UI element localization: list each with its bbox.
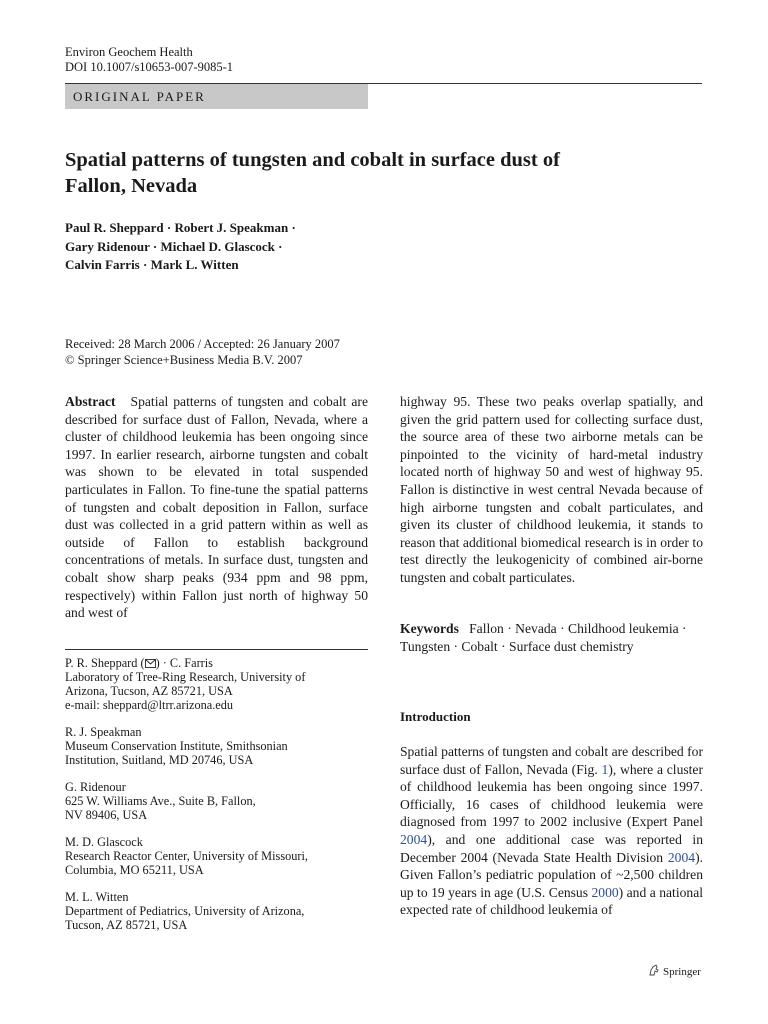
intro-text: ) and a national expected rate of childhood leukemia of — [400, 884, 704, 918]
abstract-left — [65, 393, 368, 622]
affiliation-name: R. J. Speakman — [65, 725, 142, 739]
abstract-right — [400, 393, 703, 587]
author-line: Paul R. Sheppard · Robert J. Speakman · — [65, 220, 296, 235]
affiliation-line: Tucson, AZ 85721, USA — [65, 918, 188, 932]
affiliations-rule — [65, 649, 368, 650]
section-banner — [65, 84, 368, 109]
affiliation-name: M. D. Glascock — [65, 835, 143, 849]
introduction-heading: Introduction — [400, 709, 471, 724]
affiliation-line: Institution, Suitland, MD 20746, USA — [65, 753, 254, 767]
doi: DOI 10.1007/s10653-007-9085-1 — [65, 60, 234, 74]
affiliation-line: NV 89406, USA — [65, 808, 148, 822]
keywords — [400, 620, 703, 655]
affiliation — [65, 890, 368, 932]
affiliation-line: Department of Pediatrics, University of Arizona, — [65, 904, 305, 918]
intro-text: ). Given Fallon’s pediatric population of ~2,500 children up to 19 years in age (U.S. Census — [400, 849, 703, 900]
publication-dates — [65, 337, 340, 368]
introduction-text — [400, 743, 703, 919]
keywords-heading: Keywords — [400, 621, 459, 636]
affiliation-name: P. R. Sheppard ( — [65, 656, 145, 670]
figure-link[interactable]: 1 — [601, 761, 609, 777]
affiliation-line: Research Reactor Center, University of Missouri, — [65, 849, 308, 863]
publisher-name: Springer — [663, 965, 701, 978]
affiliations — [65, 656, 368, 945]
publisher-logo — [648, 964, 701, 979]
intro-text: Spatial patterns of tungsten and cobalt are described for surface dust of Fallon, Nevada (Fig. — [400, 744, 703, 777]
affiliation — [65, 780, 368, 822]
email[interactable]: e-mail: sheppard@ltrr.arizona.edu — [65, 698, 234, 712]
affiliation-line: Columbia, MO 65211, USA — [65, 863, 204, 877]
intro-text: ), where a cluster of childhood leukemia has been ongoing since 1997. Officially, 16 cases of childhood leukemia were diagnosed from 1997 to 2002 inclusive (Expert Panel — [400, 761, 703, 830]
affiliation-line: Arizona, Tucson, AZ 85721, USA — [65, 684, 233, 698]
affiliation — [65, 656, 368, 712]
abstract-text-right: highway 95. These two peaks overlap spatially, and given the grid pattern used for collecting surface dust, the source area of these two airborne metals can be pinpointed to the vicinity of hard-metal industry located north of highway 50 and west of highway 95. Fallon is distinctive in west central Nevada because of high airborne tungsten and cobalt particulates, and given its cluster of childhood leukemia, it stands to reason that additional biomedical research is in order to test directly the leukogenicity of combined air-borne tungsten and cobalt particulates. — [400, 394, 703, 585]
abstract-heading: Abstract — [65, 394, 116, 409]
copyright: © Springer Science+Business Media B.V. 2007 — [65, 352, 303, 367]
affiliation-name: M. L. Witten — [65, 890, 129, 904]
author-line: Gary Ridenour · Michael D. Glascock · — [65, 238, 283, 254]
author-list — [65, 219, 395, 275]
keywords-text: Fallon · Nevada · Childhood leukemia · Tungsten · Cobalt · Surface dust chemistry — [400, 621, 687, 654]
affiliation-authors — [65, 656, 368, 670]
intro-text: ), and one additional case was reported in December 2004 (Nevada State Health Division — [400, 831, 703, 865]
journal-header — [65, 45, 233, 75]
paper-title: Spatial patterns of tungsten and cobalt in surface dust of Fallon, Nevada — [65, 149, 560, 197]
section-label: ORIGINAL PAPER — [73, 89, 206, 104]
affiliation — [65, 725, 368, 767]
affiliation-name: ) · C. Farris — [155, 656, 213, 670]
journal-name: Environ Geochem Health — [65, 45, 193, 59]
envelope-icon — [145, 656, 156, 670]
affiliation-line: 625 W. Williams Ave., Suite B, Fallon, — [65, 794, 256, 808]
affiliation — [65, 835, 368, 877]
affiliation-name: G. Ridenour — [65, 780, 126, 794]
springer-horse-icon — [648, 964, 660, 979]
received-accepted: Received: 28 March 2006 / Accepted: 26 January 2007 — [65, 337, 340, 351]
citation-link[interactable]: 2004 — [400, 831, 428, 847]
affiliation-line: Laboratory of Tree-Ring Research, University of — [65, 670, 306, 684]
citation-link[interactable]: 2000 — [591, 884, 619, 900]
affiliation-line: Museum Conservation Institute, Smithsonian — [65, 739, 288, 753]
citation-link[interactable]: 2004 — [667, 849, 696, 865]
abstract-text-left: Spatial patterns of tungsten and cobalt are described for surface dust of Fallon, Nevada, where a cluster of childhood leukemia has been ongoing since 1997. In earlier research, airborne tungsten and cobalt was shown to be elevated in total suspended particulates in Fallon. To fine-tune the spatial patterns of tungsten and cobalt deposition in Fallon, surface dust was collected in a grid pattern within as well as outside of Fallon to establish background concentrations of metals. In surface dust, tungsten and cobalt show sharp peaks (934 ppm and 98 ppm, respectively) within Fallon just north of highway 50 and west of — [65, 394, 368, 621]
author-line: Calvin Farris · Mark L. Witten — [65, 257, 239, 272]
